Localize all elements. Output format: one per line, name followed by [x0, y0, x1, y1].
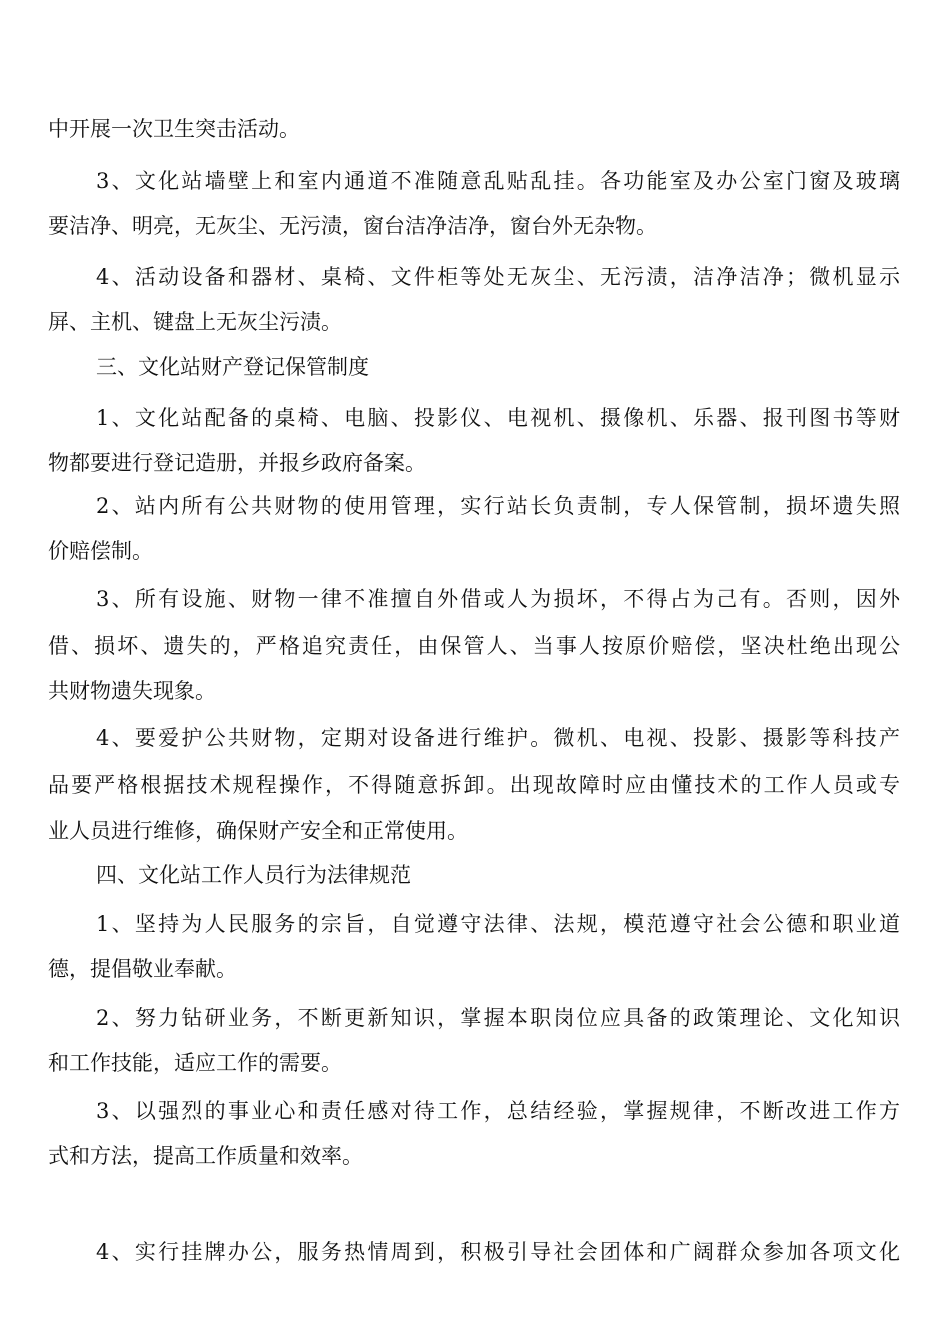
paragraph-line: 1、文化站配备的桌椅、电脑、投影仪、电视机、摄像机、乐器、报刊图书等财	[96, 406, 900, 430]
paragraph-line: 和工作技能，适应工作的需要。	[48, 1051, 342, 1075]
paragraph-line: 3、文化站墙壁上和室内通道不准随意乱贴乱挂。各功能室及办公室门窗及玻璃	[96, 169, 900, 193]
section-heading: 四、文化站工作人员行为法律规范	[96, 863, 411, 887]
paragraph-line: 4、要爱护公共财物，定期对设备进行维护。微机、电视、投影、摄影等科技产	[96, 726, 900, 750]
paragraph-line: 要洁净、明亮，无灰尘、无污渍，窗台洁净洁净，窗台外无杂物。	[48, 214, 657, 238]
paragraph-line: 中开展一次卫生突击活动。	[48, 117, 300, 141]
paragraph-line: 4、实行挂牌办公，服务热情周到，积极引导社会团体和广阔群众参加各项文化	[96, 1240, 900, 1264]
paragraph-line: 1、坚持为人民服务的宗旨，自觉遵守法律、法规，模范遵守社会公德和职业道	[96, 912, 900, 936]
paragraph-line: 3、以强烈的事业心和责任感对待工作，总结经验，掌握规律，不断改进工作方	[96, 1099, 900, 1123]
paragraph-line: 2、努力钻研业务，不断更新知识，掌握本职岗位应具备的政策理论、文化知识	[96, 1006, 900, 1030]
paragraph-line: 共财物遗失现象。	[48, 679, 216, 703]
paragraph-line: 业人员进行维修，确保财产安全和正常使用。	[48, 819, 468, 843]
paragraph-line: 2、站内所有公共财物的使用管理，实行站长负责制，专人保管制，损坏遗失照	[96, 494, 900, 518]
paragraph-line: 式和方法，提高工作质量和效率。	[48, 1144, 363, 1168]
paragraph-line: 4、活动设备和器材、桌椅、文件柜等处无灰尘、无污渍，洁净洁净；微机显示	[96, 265, 900, 289]
paragraph-line: 借、损坏、遗失的，严格追究责任，由保管人、当事人按原价赔偿，坚决杜绝出现公	[48, 634, 900, 658]
paragraph-line: 物都要进行登记造册，并报乡政府备案。	[48, 451, 426, 475]
paragraph-line: 德，提倡敬业奉献。	[48, 957, 237, 981]
paragraph-line: 屏、主机、键盘上无灰尘污渍。	[48, 310, 342, 334]
section-heading: 三、文化站财产登记保管制度	[96, 355, 369, 379]
paragraph-line: 3、所有设施、财物一律不准擅自外借或人为损坏，不得占为己有。否则，因外	[96, 587, 900, 611]
paragraph-line: 价赔偿制。	[48, 539, 153, 563]
paragraph-line: 品要严格根据技术规程操作，不得随意拆卸。出现故障时应由懂技术的工作人员或专	[48, 773, 900, 797]
